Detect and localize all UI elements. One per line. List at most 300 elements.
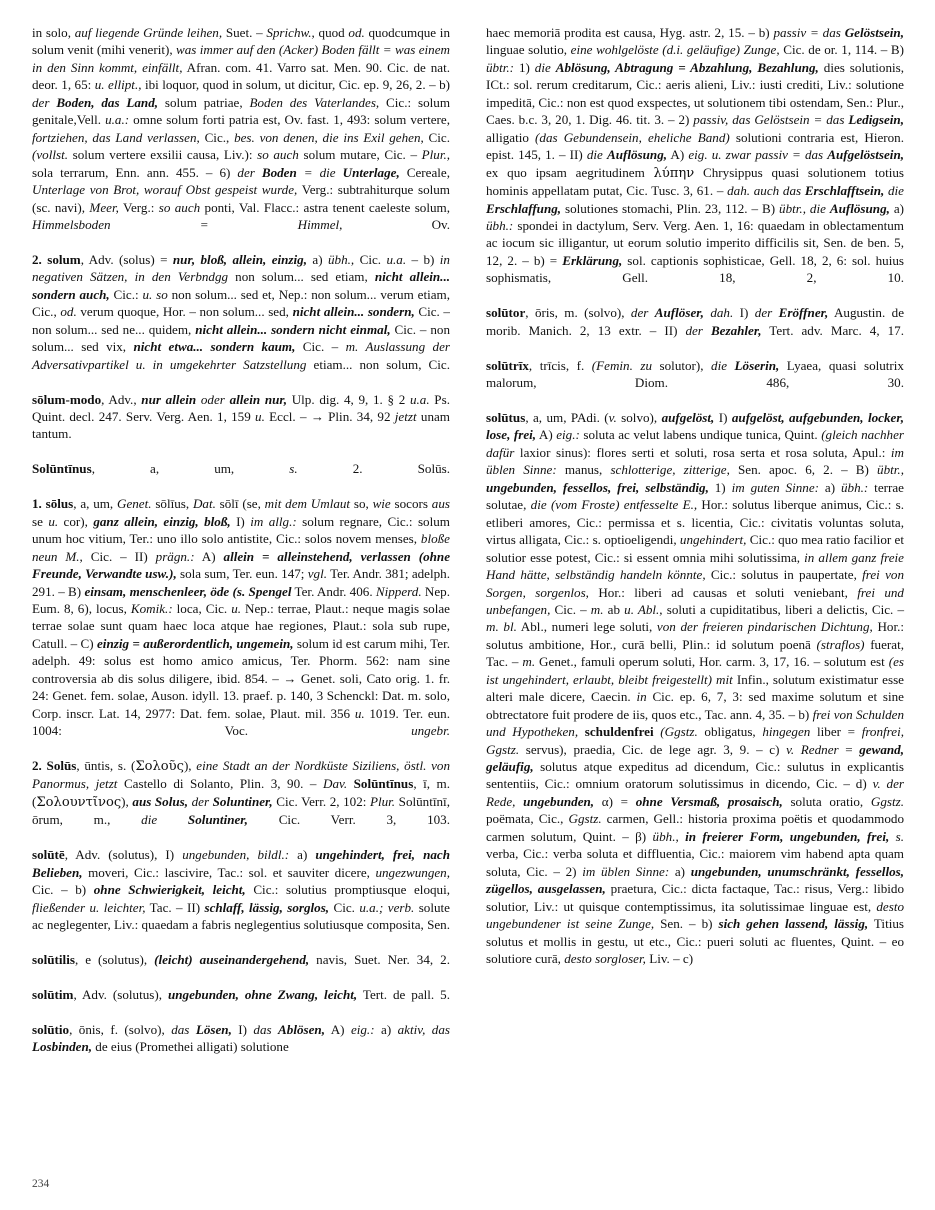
gloss-emphasis: sich gehen lassend, lässig,	[718, 916, 869, 932]
dictionary-entry	[32, 495, 450, 757]
italic-gloss: der	[188, 793, 213, 809]
italic-gloss: m.	[522, 654, 536, 670]
italic-gloss: die (vom Froste) entfesselte E.,	[530, 497, 698, 513]
body-text: in solo,	[32, 25, 75, 40]
italic-gloss: die	[586, 147, 607, 163]
italic-gloss: Ggstz.	[568, 811, 602, 827]
headword: schuldenfrei	[584, 724, 654, 740]
italic-gloss: in allem ganz freie Hand hätte, selbständig handeln könnte,	[486, 549, 904, 583]
gloss-emphasis: ungebunden,	[523, 793, 595, 809]
italic-gloss: u.	[255, 408, 265, 424]
italic-gloss: die	[534, 59, 556, 75]
body-text: manus,	[556, 462, 611, 478]
body-text: Cic. ep. 6, 7, 3: sed maxime solutum et sine obtrectatore fuit prodere de iis, quos etc., Tac. ann. 4, 35. – b)	[486, 689, 904, 722]
italic-gloss: (vollst.	[32, 147, 69, 163]
italic-gloss: übh.:	[841, 479, 869, 495]
gloss-emphasis: aufgelöst,	[661, 409, 715, 425]
body-text: etiam... non solum, Cic.	[306, 356, 450, 372]
italic-gloss: der	[685, 322, 711, 338]
italic-gloss: eig.:	[350, 1021, 375, 1037]
body-text: verum quoque, Hor. – non solum... sed,	[76, 304, 293, 320]
body-text: , Adv. (solutus), I)	[64, 847, 183, 863]
italic-gloss: fortziehen, das Land verlassen,	[32, 129, 200, 145]
body-text: A)	[194, 548, 224, 564]
italic-gloss: fronfrei, Ggstz.	[486, 724, 904, 757]
gloss-emphasis: Auflösung,	[606, 147, 668, 163]
gloss-emphasis: einzig = außerordentlich, ungemein,	[97, 635, 294, 651]
body-text: a)	[669, 863, 691, 879]
body-text: a)	[819, 479, 841, 495]
italic-gloss: m. bl.	[486, 619, 517, 635]
italic-gloss: oder	[196, 391, 230, 407]
italic-gloss: eine wohlgelöste (d.i. geläufige) Zunge,	[570, 42, 780, 58]
italic-gloss: v.	[608, 409, 617, 425]
body-text: non solum... sed et, Nep.: non solum... verum etiam, Cic.,	[32, 286, 450, 320]
body-text: Sen. apoc. 6, 2. – B)	[729, 462, 878, 478]
body-text: non solum... sed etiam,	[228, 269, 375, 285]
dictionary-entry	[486, 409, 904, 968]
italic-gloss: desto ungebundener ist seine Zunge,	[486, 898, 904, 932]
body-text: verba, Cic.: verba soluta et diffluentia, Cic.: maiorem vim habend apta quam soluta, Cic. – 2)	[486, 846, 904, 879]
body-text: Lyaea, quasi solutrix malorum, Diom. 486, 30.	[486, 357, 904, 391]
body-text: sōlī (se,	[215, 496, 265, 512]
body-text: Titius solutus et mollis in gestu, ut etc., Cic.: pueri soluti ac fluentes, Quint. – eo solutiore curā,	[486, 916, 904, 967]
gloss-emphasis: Ablösung, Abtragung = Abzahlung, Bezahlung,	[555, 59, 819, 75]
italic-gloss: die	[711, 357, 735, 373]
gloss-emphasis: Bezahler,	[710, 322, 762, 338]
text-columns	[32, 24, 904, 1164]
body-text: – b)	[406, 251, 440, 267]
body-text: Genet., famuli operum soluti, Hor. carm. 3, 17, 16. – solutum est	[535, 654, 889, 670]
italic-gloss: aktiv, das	[397, 1021, 450, 1037]
italic-gloss: im guten Sinne:	[731, 479, 820, 495]
gloss-emphasis: Ledigsein,	[848, 112, 904, 128]
italic-gloss: im üblen Sinne:	[486, 444, 904, 478]
body-text: , ōris, m. (solvo),	[525, 305, 631, 321]
italic-gloss: u.	[231, 600, 242, 616]
italic-gloss: Boden des Vaterlandes,	[249, 94, 380, 110]
body-text: Hor.: liberi ad causas et soluti veniebant,	[588, 584, 858, 600]
body-text: a)	[289, 847, 316, 863]
italic-gloss: die	[141, 812, 188, 828]
body-text: , a, um, PAdi. (	[525, 409, 609, 425]
body-text: Castello di Solanto, Plin. 3, 90. –	[117, 776, 323, 792]
dictionary-entry	[486, 357, 904, 409]
body-text: navis, Suet. Ner. 34, 2.	[309, 952, 450, 968]
italic-gloss: Himmelsboden = Himmel,	[32, 216, 343, 232]
italic-gloss: v. Redner	[786, 741, 839, 757]
italic-gloss: passiv, das Gelöstsein = das	[693, 112, 849, 128]
body-text: sōlīus,	[151, 496, 193, 512]
italic-gloss: wie	[372, 496, 391, 512]
body-text: Cic.,	[199, 129, 235, 145]
gloss-emphasis: aufgelöst, aufgebunden, locker, lose, frei,	[486, 409, 904, 443]
italic-gloss: m.	[590, 601, 604, 617]
body-text: Ps. Quint. decl. 247. Serv. Verg. Aen. 1, 159	[32, 391, 450, 424]
body-text: ),	[183, 758, 197, 774]
body-text: Cic. – non solum... sed vix,	[32, 321, 450, 355]
italic-gloss: ungezwungen,	[375, 864, 450, 880]
gloss-emphasis: ganz allein, einzig, bloß,	[93, 513, 231, 529]
body-text: , ūntis, s. (	[76, 758, 136, 774]
body-text: solutor),	[652, 357, 712, 373]
body-text: A)	[536, 427, 557, 443]
gloss-emphasis: aus Solus,	[132, 793, 189, 809]
italic-gloss: übtr.:	[486, 59, 515, 75]
body-text: , Adv. (solus) =	[80, 251, 173, 267]
italic-gloss: übtr., die	[779, 200, 830, 216]
italic-gloss: ungebunden, bildl.:	[182, 847, 290, 863]
italic-gloss: übh.,	[652, 828, 686, 844]
body-text: dies solutionis, ICt.: sol. rerum creditarum, Cic.: aeris alieni, Liv.: iusti crediti, Liv.: solutione impeditā, Cic.: non est quod exspectes, ut solutionem tibi ostendam, Sen.: Plur., Caes. b.c. 3, 20, 1. Dig. 46. tit. 3. – 2)	[486, 59, 905, 128]
italic-gloss: u. ellipt.,	[94, 77, 142, 93]
italic-gloss: mit dem Umlaut	[264, 496, 351, 512]
italic-gloss: im allg.:	[250, 513, 297, 529]
body-text: soluta ac velut labens undique tunica, Quint.	[579, 427, 822, 443]
gloss-emphasis: nur allein	[141, 391, 197, 407]
gloss-emphasis: Ablösen,	[278, 1021, 325, 1037]
gloss-emphasis: schlaff, lässig, sorglos,	[204, 899, 330, 915]
body-text: ),	[121, 793, 133, 809]
body-text: Ter. Andr. 406.	[291, 583, 376, 599]
body-text: poëmata, Cic.,	[486, 811, 569, 827]
headword: solūtilis	[32, 952, 75, 968]
italic-gloss: vgl.	[307, 566, 328, 582]
gloss-emphasis: Soluntiner,	[187, 812, 248, 828]
body-text: Tert. de pall. 5.	[357, 986, 450, 1002]
italic-gloss: ungebr.	[411, 723, 450, 739]
gloss-emphasis: ungebunden, fessellos, frei, selbständig,	[486, 479, 709, 495]
italic-gloss: bes. von denen, die ins Exil gehen,	[234, 129, 424, 145]
gloss-emphasis: nicht etwa... sondern kaum,	[133, 339, 296, 355]
body-text: A)	[324, 1021, 351, 1037]
body-text: , trīcis, f.	[528, 357, 592, 373]
body-text: Verg.: subtrahiturque solum (sc. navi),	[32, 182, 450, 215]
gloss-emphasis: Losbinden,	[32, 1039, 93, 1055]
gloss-emphasis: Soluntiner,	[212, 793, 273, 809]
italic-gloss: dah.	[703, 305, 734, 321]
headword: 1. sōlus	[32, 496, 74, 512]
gloss-emphasis: nur, bloß, allein, einzig,	[172, 251, 307, 267]
body-text: a)	[374, 1021, 398, 1037]
greek-text: Σολουντῖνος	[36, 794, 122, 810]
body-text: Cic. – non solum... sed ne... quidem,	[32, 304, 450, 337]
body-text: Cic. –	[295, 339, 346, 355]
italic-gloss: schlotterige, zitterige,	[610, 462, 730, 478]
body-text: =	[838, 741, 860, 757]
italic-gloss: das	[253, 1021, 279, 1037]
body-text: servus), praedia, Cic. de lege agr. 3, 9. – c)	[519, 741, 787, 757]
body-text: obligatus,	[697, 724, 763, 740]
italic-gloss: frei und unbefangen,	[486, 584, 904, 617]
body-text: solum id est carum mihi, Ter. adelph. 49: solus est homo amico amicus, Ter. Phorm. 562: nam sine controversia ab dis solus diligere, ibid. 854. – → Genet. soli, Cato orig. 1. fr. 24: Genet. fem. solae, Auson. idyll. 13. praef. p. 140, 3 Schenckl: Dat. m. solo, Corp. inscr. Lat. 14, 2977: Dat. fem. solae, Plaut. mil. 356	[32, 635, 450, 721]
italic-gloss: (straflos)	[816, 636, 865, 652]
body-text: Verg.:	[118, 199, 159, 215]
gloss-emphasis: allein = alleinstehend, verlassen (ohne Freunde, Verwandte usw.),	[32, 548, 450, 582]
italic-gloss: fließender u. leichter,	[32, 899, 146, 915]
body-text: , ī, m. (	[32, 776, 450, 809]
dictionary-entry	[32, 391, 450, 461]
italic-gloss: od.	[60, 304, 77, 320]
italic-gloss: Ggstz.	[870, 793, 904, 809]
headword: 2. Solūs	[32, 758, 77, 774]
italic-gloss: m. Auslassung der Adversativpartikel u. in umgekehrter Satzstellung	[32, 339, 450, 372]
italic-gloss: v. der Rede,	[486, 776, 904, 809]
body-text: quodcumque in solum venit (mihi venerit),	[32, 25, 450, 58]
body-text: Liv. – c)	[645, 951, 694, 967]
page-number: 234	[32, 1178, 50, 1190]
italic-gloss: Plur.	[369, 793, 396, 809]
gloss-emphasis: ungebunden, unumschränkt, fessellos, zügellos, ausgelassen,	[486, 863, 904, 897]
italic-gloss: frei von Sorgen, sorgenlos,	[486, 567, 904, 600]
body-text: , e (solutus),	[74, 952, 155, 968]
body-text: soluti a cupiditatibus, liberi a delictis, Cic. –	[662, 601, 905, 617]
body-text: Cereale,	[399, 164, 451, 180]
dictionary-entry	[32, 1021, 450, 1056]
body-text: Solūntīnī, ōrum, m.,	[32, 793, 450, 828]
body-text: Cic.: solutus in paupertate,	[705, 567, 863, 583]
body-text: Cic.: solutius promptiusque eloqui,	[245, 882, 450, 898]
italic-gloss: der	[32, 94, 57, 110]
body-text: I)	[714, 409, 732, 425]
body-text: terrae solutae,	[486, 479, 904, 513]
gloss-emphasis: Lösen,	[195, 1021, 232, 1037]
gloss-emphasis: Boden	[261, 164, 297, 180]
italic-gloss: (das Gebundensein, eheliche Band)	[535, 129, 730, 145]
gloss-emphasis: Gelöstsein,	[844, 25, 904, 40]
body-text: solutus atque expeditus ad dicendum, Cic.: sulutus in explicantis sententiis, Cic.: omnium oratorum solutissimus in dicendo, Cic. – d)	[486, 759, 904, 792]
italic-gloss: Genet.	[116, 496, 152, 512]
dictionary-entry	[32, 986, 450, 1021]
body-text: omne solum forti patria est, Ov. fast. 1, 493: solum vertere,	[129, 112, 450, 128]
body-text: ex quo ipsam aegritudinem	[486, 164, 654, 180]
body-text: I)	[733, 305, 755, 321]
italic-gloss: der	[630, 305, 655, 321]
italic-gloss: bloße neun M.,	[32, 531, 450, 564]
gloss-emphasis: ohne Versmaß, prosaisch,	[635, 793, 783, 809]
headword: solūtrīx	[486, 357, 529, 373]
italic-gloss: u. so	[142, 286, 168, 302]
body-text: Ov.	[342, 216, 450, 232]
italic-gloss: die	[884, 183, 904, 199]
gloss-emphasis: nicht allein... sondern nicht einmal,	[195, 321, 391, 337]
gloss-emphasis: (leicht) auseinandergehend,	[154, 952, 310, 968]
italic-gloss: der	[754, 305, 779, 321]
body-text: 1019. Ter. eun. 1004: Voc.	[32, 705, 450, 739]
italic-gloss: desto sorgloser,	[564, 951, 646, 967]
italic-gloss: Nipperd.	[375, 583, 422, 599]
body-text: socors	[390, 496, 432, 512]
italic-gloss: in	[636, 689, 647, 705]
gloss-emphasis: ungehindert, frei, nach Belieben,	[32, 847, 450, 880]
body-text: Cic. de or. 1, 114. – B)	[779, 42, 904, 58]
body-text: I)	[230, 513, 251, 529]
gloss-emphasis: in freierer Form, ungebunden, frei,	[685, 828, 890, 844]
italic-gloss: u.a.; verb.	[359, 899, 415, 915]
body-text: laxior sinus): flores serti et soluti, rosa serta et rosa soluta, Apul.:	[514, 444, 891, 460]
body-text: loca, Cic.	[172, 600, 232, 616]
dictionary-entry	[486, 24, 904, 304]
body-text: sol. captionis sophisticae, Gell. 18, 2, 6: sol. huius sophismatis, Gell. 18, 2, 10.	[486, 252, 904, 286]
gloss-emphasis: Auflösung,	[829, 200, 890, 216]
gloss-emphasis: Auflöser,	[654, 305, 704, 321]
body-text: ponti, Val. Flacc.: astra tenent caeleste solum,	[200, 199, 450, 215]
body-text: fuerat, Tac. –	[486, 636, 904, 670]
italic-gloss: jetzt	[394, 408, 417, 424]
gloss-emphasis: nicht allein... sondern auch,	[32, 269, 451, 302]
italic-gloss: (gleich nachher dafür	[486, 427, 904, 460]
italic-gloss: übh.,	[328, 251, 355, 267]
gloss-emphasis: einsam, menschenleer, öde (s. Spengel	[84, 583, 292, 599]
body-text: Infin., solutum existimatur esse alteri male dicere, Caecin.	[486, 671, 904, 705]
body-text: Ter. Andr. 381; adelph. 291. – B)	[32, 566, 450, 599]
italic-gloss: (Femin. zu	[591, 357, 653, 373]
dictionary-entry	[32, 251, 450, 391]
headword: sōlum-modo	[32, 391, 102, 407]
body-text: Nep.: terrae, Plaut.: neque magis solae terrae solae sunt quam haec loca atque hae regiones, Plaut.: sola sub rupe, Catull. – C)	[32, 600, 450, 651]
gloss-emphasis: Erschlaffung,	[486, 200, 562, 216]
body-text: Cic. – b)	[32, 882, 94, 898]
right-text-column	[486, 24, 904, 1164]
body-text: , a, um,	[91, 461, 290, 477]
body-text: Tert. adv. Marc. 4, 17.	[761, 322, 904, 338]
italic-gloss: s.	[889, 828, 904, 844]
body-text: α) =	[594, 793, 636, 809]
body-text: Hor.: solutus ambitione, Hor., curā belli, Plin.: id solutum poenā	[486, 619, 905, 652]
gloss-emphasis: Boden, das Land,	[56, 94, 159, 110]
headword: solūtor	[486, 305, 526, 321]
body-text: Hor.: solutus liberque animus, Cic.: s. etliberi amores, Cic.: permissa et s. licentia, Cic.: civitatis voluntas soluta, virtus alligata, Cic.: s. optioeligendi,	[486, 497, 905, 548]
body-text: Eccl. – → Plin. 34, 92	[264, 408, 395, 424]
body-text: solum regnare, Cic.: solum unum hoc vitium, Ter.: uno illo solo antistite, Cic.: solos novem menses,	[32, 513, 450, 547]
body-text: Cic.	[354, 251, 387, 267]
body-text: Cic.: quo mea ratio facilior et solutior esse potest, Cic.: si essent omnia mihi solutissima,	[486, 532, 904, 565]
italic-gloss: u.a.:	[105, 112, 130, 128]
italic-gloss: passiv = das	[773, 25, 845, 40]
italic-gloss: u.a.	[409, 391, 430, 407]
greek-text: Σολοῦς	[135, 759, 184, 775]
italic-gloss: eig. u. zwar passiv = das	[688, 147, 828, 163]
body-text: spondei in dactylum, Serv. Verg. Aen. 1, 16: quaedam in oblectamentum ac iocum sic illigantur, ut eorum solutio imperito difficilis sit, Sen. de ben. 5, 12, 2. – b) =	[486, 217, 904, 268]
italic-gloss: prägn.:	[155, 548, 195, 564]
body-text: sola sum, Ter. eun. 147;	[176, 566, 308, 582]
body-text: Sen. – b)	[654, 916, 719, 932]
body-text: Cic. Verr. 2, 102:	[272, 793, 370, 809]
dictionary-entry	[32, 24, 450, 251]
body-text: I)	[231, 1021, 254, 1037]
dictionary-entry	[32, 757, 450, 846]
italic-gloss: u.	[354, 705, 365, 721]
italic-gloss: u.	[48, 513, 59, 529]
dictionary-entry	[32, 846, 450, 951]
italic-gloss: aus	[431, 496, 450, 512]
body-text: solutiones stomachi, Plin. 23, 112. – B)	[561, 200, 780, 216]
body-text: ab	[603, 601, 625, 617]
italic-gloss: übh.:	[486, 217, 514, 233]
italic-gloss: auf liegende Gründe leihen,	[74, 25, 223, 40]
body-text: quod	[314, 25, 349, 40]
gloss-emphasis: allein nur,	[229, 391, 288, 407]
body-text: a)	[889, 200, 904, 216]
body-text: carmen, Gell.: historia proxima poëtis et quodammodo carmen solutum, Quint. – β)	[486, 811, 904, 844]
body-text: 2. Solūs.	[297, 461, 450, 477]
italic-gloss: von der freieren pindarischen Dichtung,	[656, 619, 873, 635]
italic-gloss: in negativen Sätzen, in den Verbndgg	[32, 251, 450, 285]
gloss-emphasis: gewand, geläufig,	[486, 741, 904, 775]
italic-gloss: ungehindert,	[679, 532, 747, 548]
headword: solūtim	[32, 986, 74, 1002]
body-text: Tac. – II)	[145, 899, 205, 915]
body-text: a)	[307, 251, 328, 267]
body-text: so,	[350, 496, 373, 512]
gloss-emphasis: Erklärung,	[562, 252, 623, 268]
gloss-emphasis: Löserin,	[734, 357, 780, 373]
dictionary-entry	[486, 304, 904, 356]
body-text: se	[32, 513, 49, 529]
headword: Solūntīnus	[353, 776, 414, 792]
body-text: A)	[667, 147, 689, 163]
italic-gloss: (es ist ungehindert, erlaubt, bleibt freigestellt) mit	[486, 654, 905, 687]
italic-gloss: Dat.	[192, 496, 216, 512]
body-text: Ulp. dig. 4, 9, 1. § 2	[287, 391, 410, 407]
body-text: Cic. –	[550, 601, 591, 617]
italic-gloss: so auch	[158, 199, 201, 215]
italic-gloss: od.	[348, 25, 365, 40]
body-text: liber =	[810, 724, 862, 740]
italic-gloss: so auch	[257, 147, 299, 163]
body-text: solum mutare, Cic. –	[298, 147, 422, 163]
body-text: soluta oratio,	[782, 793, 871, 809]
gloss-emphasis: Aufgelöstsein,	[827, 147, 905, 163]
body-text: de eius (Promethei alligati) solutione	[92, 1039, 289, 1055]
italic-gloss: Meer,	[89, 199, 119, 215]
body-text: cor),	[58, 513, 94, 529]
italic-gloss: u.a.	[386, 251, 407, 267]
body-text: , Adv. (solutus),	[73, 986, 168, 1002]
body-text: linguae solutio,	[486, 42, 571, 58]
body-text: , Adv.,	[101, 391, 142, 407]
body-text: Cic.	[329, 899, 360, 915]
italic-gloss: im üblen Sinne:	[582, 863, 670, 879]
dictionary-entry	[32, 951, 450, 986]
body-text: solvo),	[616, 409, 662, 425]
italic-gloss: Plur.,	[421, 147, 451, 163]
gloss-emphasis: Eröffner,	[778, 305, 829, 321]
body-text: Cic.:	[109, 286, 143, 302]
italic-gloss: dah. auch das	[727, 183, 805, 199]
gloss-emphasis: ohne Schwierigkeit, leicht,	[93, 882, 246, 898]
italic-gloss: das	[171, 1021, 196, 1037]
gloss-emphasis: ungebunden, ohne Zwang, leicht,	[167, 986, 358, 1002]
italic-gloss: u. Abl.,	[624, 601, 663, 617]
headword: solūtio	[32, 1021, 70, 1037]
italic-gloss: eig.:	[556, 427, 580, 443]
body-text: Abl., numeri lege soluti,	[516, 619, 657, 635]
body-text: solum vertere exsilii causa, Liv.):	[68, 147, 258, 163]
body-text: , a, um,	[73, 496, 117, 512]
body-text: Cic.	[423, 129, 450, 145]
body-text: haec memoriā prodita est causa, Hyg. astr. 2, 15. – b)	[486, 25, 774, 40]
body-text: alligatio	[486, 129, 536, 145]
body-text: Afran. com. 41. Varro sat. Men. 90. Cic. de nat. deor. 1, 65:	[32, 59, 450, 93]
gloss-emphasis: Erschlafftsein,	[804, 183, 885, 199]
body-text: Nep. Eum. 8, 6), locus,	[32, 583, 450, 616]
italic-gloss: (Ggstz.	[653, 724, 698, 740]
italic-gloss: s.	[289, 461, 298, 477]
body-text: moveri, Cic.: lascivire, Tac.: sol. et sauviter dicere,	[82, 864, 376, 880]
italic-gloss: Komik.:	[130, 600, 173, 616]
body-text: Cic.: solum genitale,Vell.	[32, 94, 451, 128]
